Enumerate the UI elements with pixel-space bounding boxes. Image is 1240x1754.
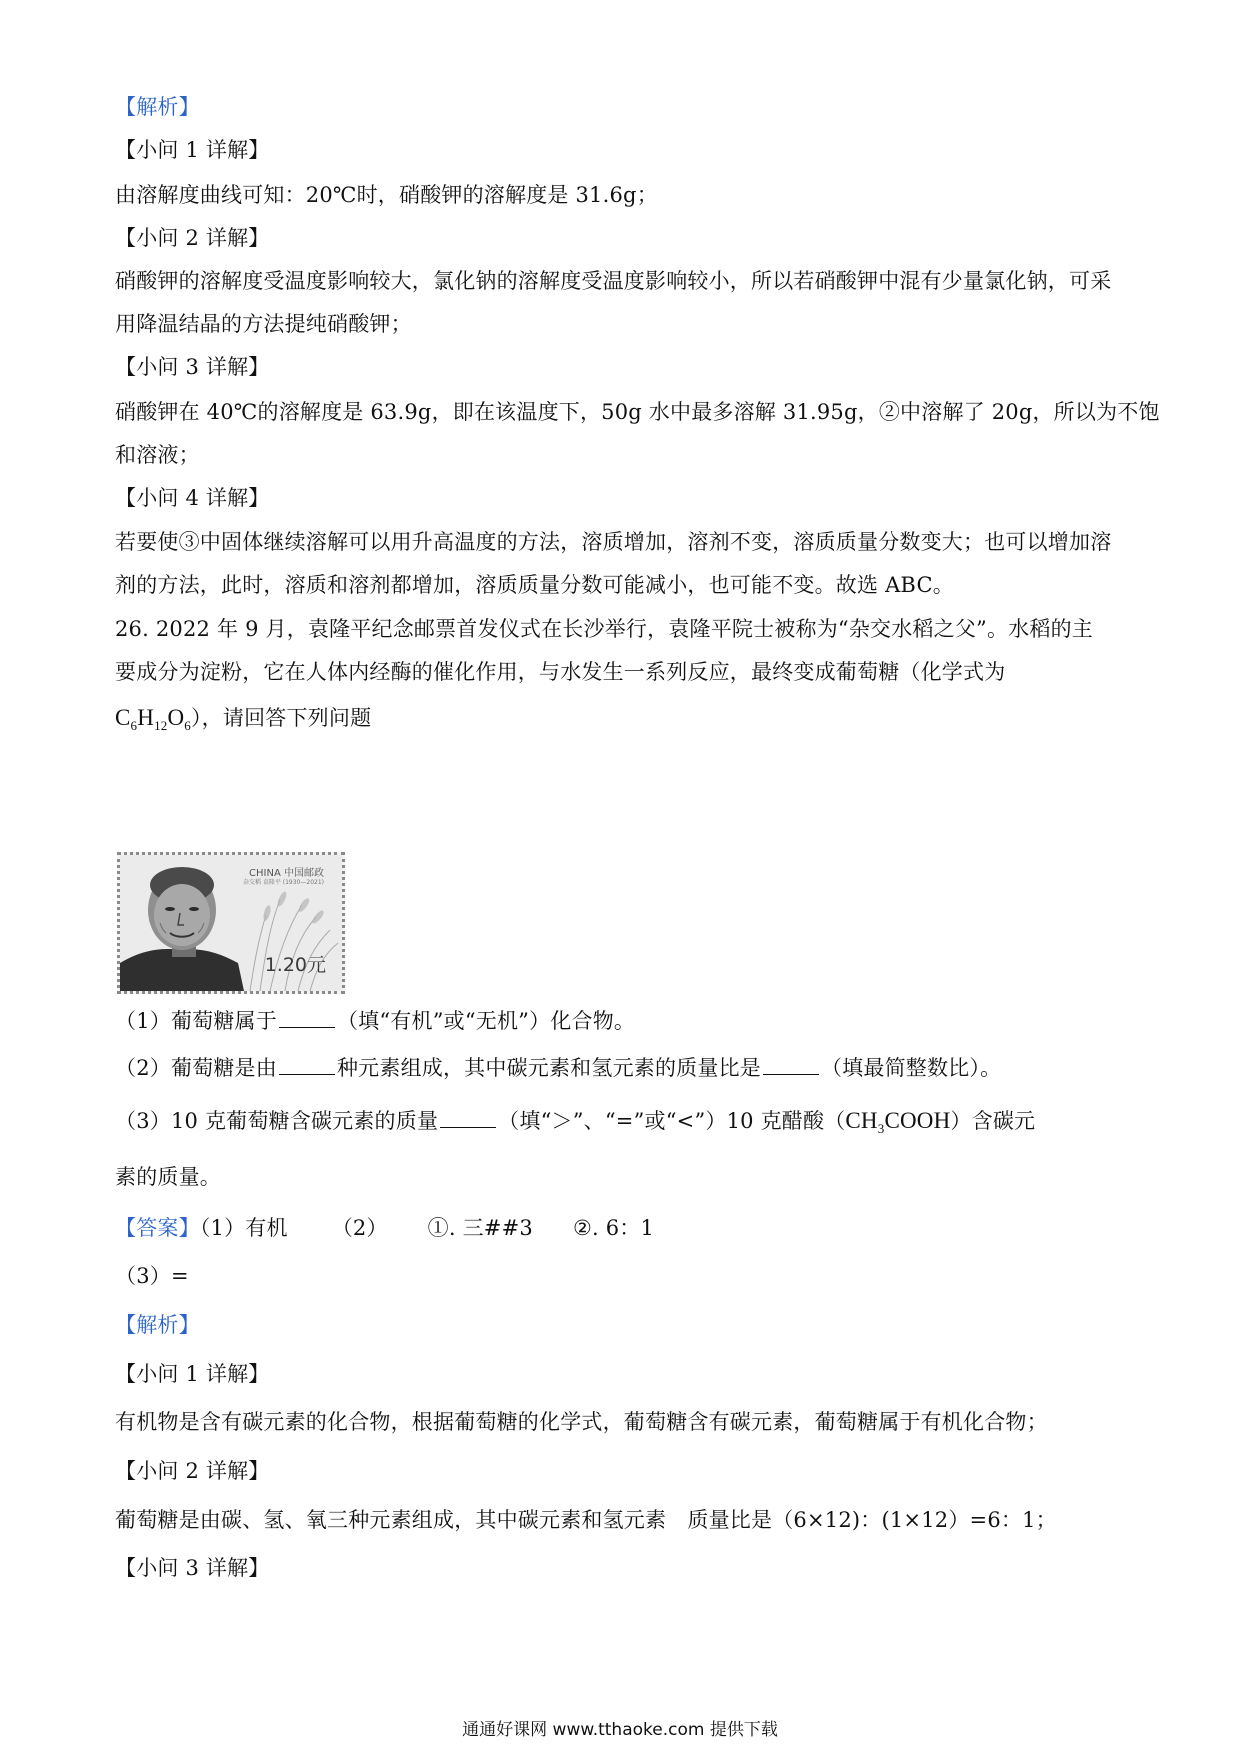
question-3-cont: 素的质量。 xyxy=(115,1165,221,1189)
subquestion-2-heading: 【小问 2 详解】 xyxy=(115,226,270,250)
stamp-denomination: 1.20元 xyxy=(264,954,326,976)
subquestion-1-heading: 【小问 1 详解】 xyxy=(115,138,270,162)
glucose-formula: $C_6H_{12}O_6$ xyxy=(115,705,191,733)
subquestion-4-heading: 【小问 4 详解】 xyxy=(115,486,270,510)
stamp-caption: 杂交稻 袁隆平 (1930—2021) xyxy=(242,879,324,886)
subquestion-3-heading: 【小问 3 详解】 xyxy=(115,355,270,379)
question-26-text: 26. 2022 年 9 月，袁隆平纪念邮票首发仪式在长沙举行，袁隆平院士被称为“杂交水稻之父”。水稻的主 xyxy=(115,617,1093,641)
question-26-text: 要成分为淀粉，它在人体内经酶的催化作用，与水发生一系列反应，最终变成葡萄糖（化学式为 xyxy=(115,660,1006,684)
paragraph-line: 由溶解度曲线可知：20℃时，硝酸钾的溶解度是 31.6g； xyxy=(115,183,658,207)
yuan-longping-stamp-image xyxy=(117,852,345,994)
answer-blank xyxy=(440,1109,496,1128)
paragraph-line: 硝酸钾在 40℃的溶解度是 63.9g，即在该温度下，50g 水中最多溶解 31.95g，②中溶解了 20g，所以为不饱 xyxy=(115,400,1160,424)
question-1: （1）葡萄糖属于 （填“有机”或“无机”）化合物。 xyxy=(115,1009,636,1033)
paragraph-line: 葡萄糖是由碳、氢、氧三种元素组成，其中碳元素和氢元素 质量比是（6×12)：(1×12）=6：1； xyxy=(115,1508,1057,1532)
subquestion-3-heading: 【小问 3 详解】 xyxy=(115,1556,270,1580)
paragraph-line: 和溶液； xyxy=(115,443,200,467)
answer-blank xyxy=(279,1056,335,1075)
page-footer: 通通好课网 www.tthaoke.com 提供下载 xyxy=(462,1720,778,1740)
analysis-heading: 【解析】 xyxy=(115,1313,200,1337)
paragraph-line: 剂的方法，此时，溶质和溶剂都增加，溶质质量分数可能减小，也可能不变。故选 ABC。 xyxy=(115,573,954,597)
glucose-formula-line: $C_6H_{12}O_6$），请回答下列问题 xyxy=(115,705,372,733)
paragraph-line: 硝酸钾的溶解度受温度影响较大，氯化钠的溶解度受温度影响较小，所以若硝酸钾中混有少量氯化钠，可采 xyxy=(115,269,1112,293)
paragraph-line: 有机物是含有碳元素的化合物，根据葡萄糖的化学式，葡萄糖含有碳元素，葡萄糖属于有机化合物； xyxy=(115,1410,1048,1434)
analysis-heading: 【解析】 xyxy=(115,95,200,119)
question-2: （2）葡萄糖是由 种元素组成，其中碳元素和氢元素的质量比是 （填最简整数比）。 xyxy=(115,1056,1002,1080)
stamp-country-label: CHINA 中国邮政 xyxy=(249,868,324,879)
acetic-acid-formula: $CH_3COOH$ xyxy=(845,1108,951,1136)
question-3: （3）10 克葡萄糖含碳元素的质量 （填“＞”、“=”或“<”）10 克醋酸$(CH_3COOH)$含碳元 xyxy=(115,1108,1036,1136)
subquestion-1-heading: 【小问 1 详解】 xyxy=(115,1362,270,1386)
answer-line: 【答案】（1）有机 （2） ①. 三##3 ②. 6：1 xyxy=(115,1216,655,1240)
answer-label: 【答案】 xyxy=(115,1216,200,1240)
paragraph-line: 若要使③中固体继续溶解可以用升高温度的方法，溶质增加，溶剂不变，溶质质量分数变大；也可以增加溶 xyxy=(115,530,1112,554)
answer-blank xyxy=(763,1056,819,1075)
subquestion-2-heading: 【小问 2 详解】 xyxy=(115,1459,270,1483)
answer-blank xyxy=(279,1009,335,1028)
answer-line-3: （3）= xyxy=(115,1264,189,1288)
paragraph-line: 用降温结晶的方法提纯硝酸钾； xyxy=(115,312,412,336)
